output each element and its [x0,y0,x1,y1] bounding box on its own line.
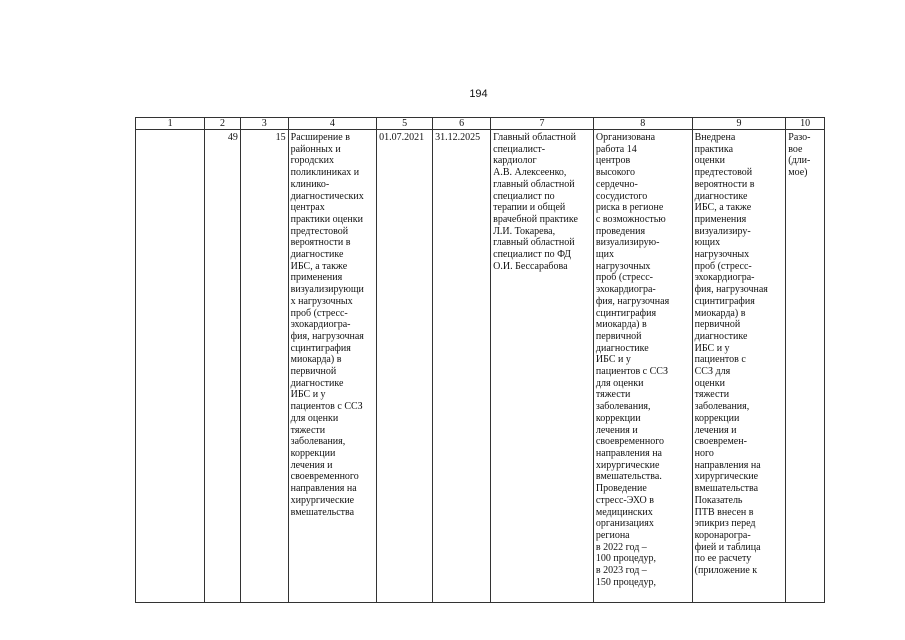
header-cell-5: 5 [377,118,433,130]
header-cell-7: 7 [491,118,594,130]
table-row [136,130,825,603]
cell-col8 [593,130,692,603]
header-cell-10: 10 [786,118,825,130]
header-cell-8: 8 [593,118,692,130]
header-cell-3: 3 [240,118,288,130]
cell-col8-text: Организована работа 14 центров высокого сердечно- сосудистого риска в регионе с возможностью проведения визуализирую- щих нагрузочных проб (стресс- эхокардиогра- фия, нагрузочная сцинтиграфия миокарда) в первичной диагностике ИБС и у пациентов с ССЗ для оценки тяжести заболевания, коррекции лечения и своевременного направления на хирургические вмешательства. Проведение стресс-ЭХО в медицинских организациях региона в 2022 год – 100 процедур, в 2023 год – 150 процедур, [595,132,670,588]
cell-col7 [491,130,594,603]
cell-col6-text: 31.12.2025 [435,132,481,143]
cell-col2-text: 49 [227,132,238,143]
measures-table [135,117,825,603]
cell-col5 [377,130,433,603]
header-cell-4: 4 [288,118,377,130]
page-number: 194 [469,88,488,100]
header-cell-9: 9 [692,118,786,130]
cell-col4-text: Расширение в районных и городских поликлиниках и клинико- диагностических центрах практики оценки предтестовой вероятности в диагностике ИБС, а также применения визуализирующи х нагрузочных проб (стресс- эхокардиогра- фия, нагрузочная сцинтиграфия миокарда) в первичной диагностике ИБС и у пациентов с ССЗ для оценки тяжести заболевания, коррекции лечения и своевременного направления на хирургические вмешательства [290,132,364,518]
header-cell-6: 6 [433,118,491,130]
cell-col7-text: Главный областной специалист- кардиолог А.В. Алексеенко, главный областной специалист по терапии и общей врачебной практике Л.И. Токарева, главный областной специалист по ФД О.И. Бессарабова [493,132,578,272]
cell-col4 [288,130,377,603]
cell-col3 [240,130,288,603]
cell-col2 [205,130,241,603]
cell-col5-text: 01.07.2021 [379,132,425,143]
cell-col10-text: Разо- вое (дли- мое) [788,132,811,179]
cell-col10 [786,130,825,603]
cell-col6 [433,130,491,603]
cell-col9 [692,130,786,603]
cell-col1 [136,130,205,603]
cell-col3-text: 15 [275,132,286,143]
table-header-row [136,118,825,130]
header-cell-2: 2 [205,118,241,130]
cell-col1-text [138,130,202,132]
header-cell-1: 1 [136,118,205,130]
cell-col9-text: Внедрена практика оценки предтестовой вероятности в диагностике ИБС, а также применения визуализиру- ющих нагрузочных проб (стресс- эхокардиогра- фия, нагрузочная сцинтиграфия миокарда) в первичной диагностике ИБС и у пациентов с ССЗ для оценки тяжести заболевания, коррекции лечения и своевремен- ного направления на хирургические вмешательства Показатель ПТВ внесен в эпикриз перед коронарогра- фией и таблица по ее расчету (приложение к [694,132,768,577]
